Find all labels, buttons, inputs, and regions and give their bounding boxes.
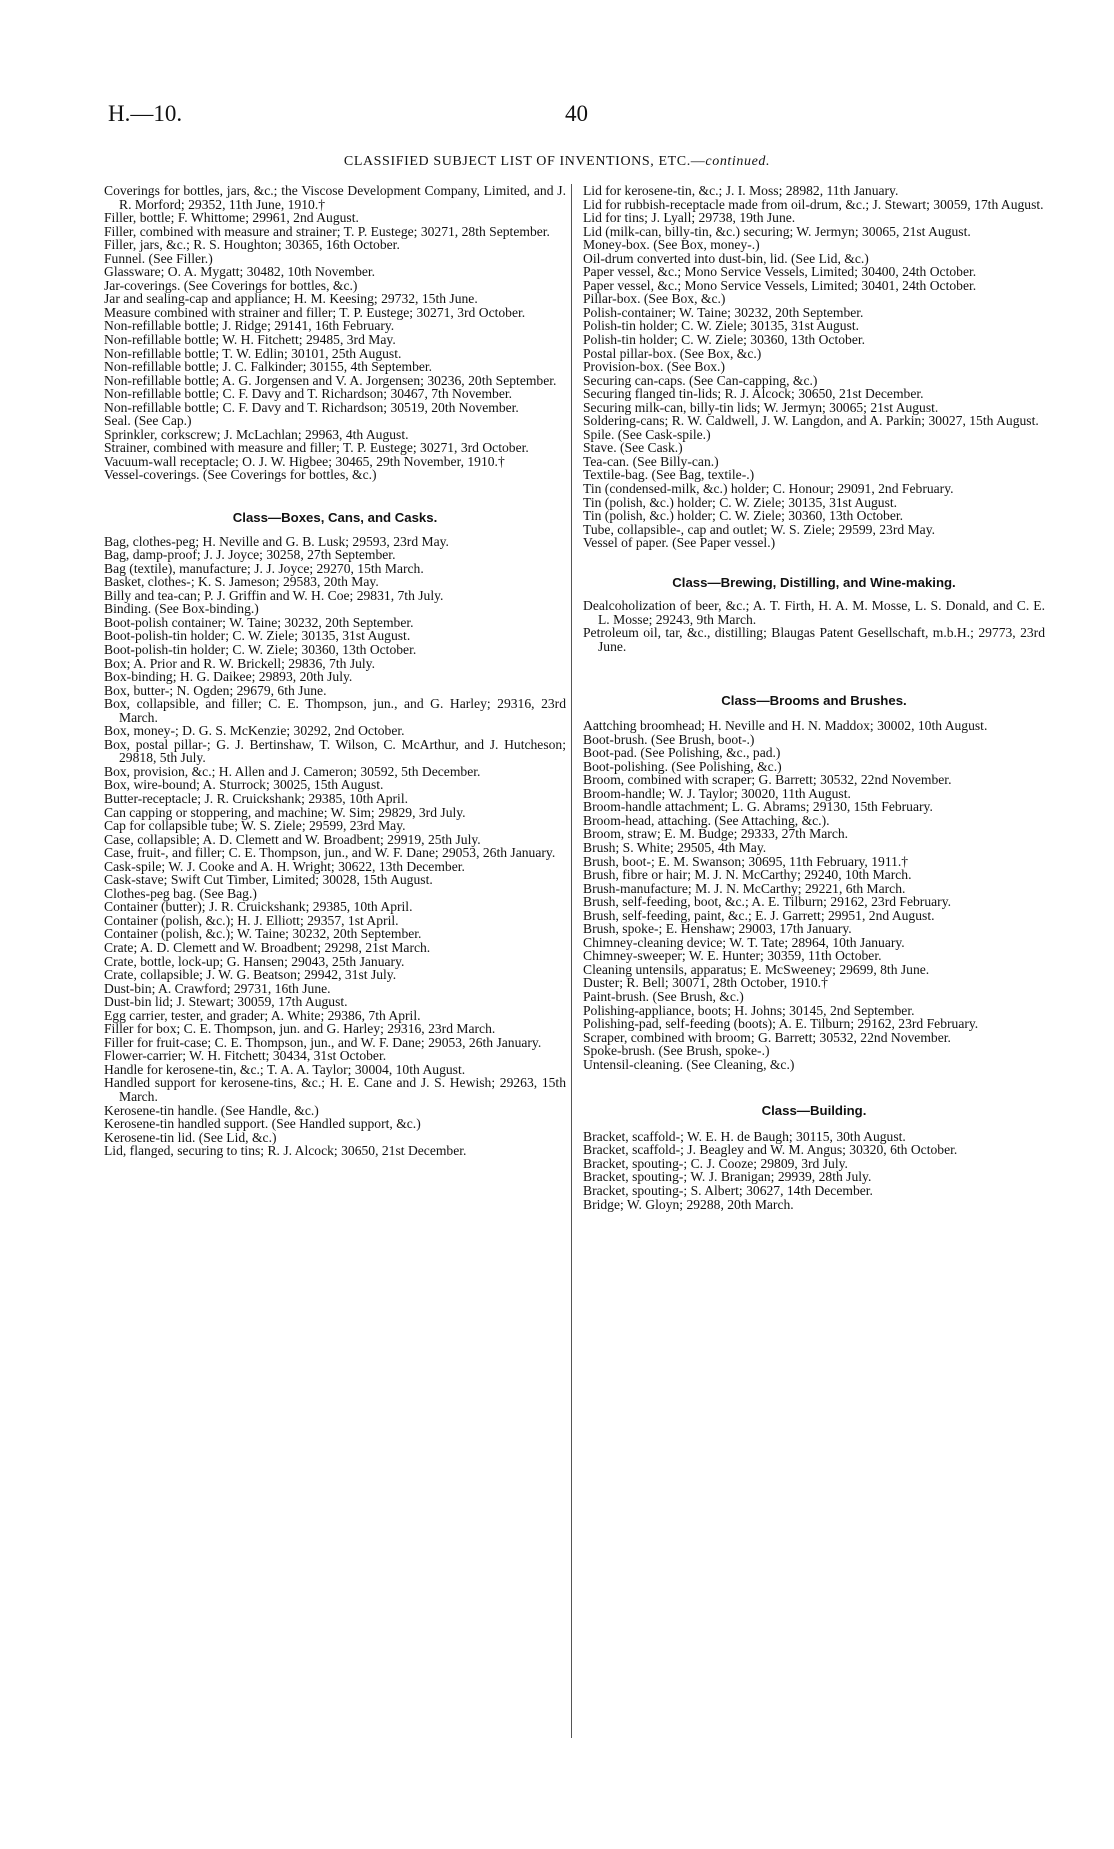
index-entry: Can capping or stoppering, and machine; W. Sim; 29829, 3rd July. <box>104 804 466 820</box>
index-entry: Brush, fibre or hair; M. J. N. McCarthy; 29240, 10th March. <box>583 867 912 883</box>
index-entry: Crate, collapsible; J. W. G. Beatson; 29942, 31st July. <box>104 967 397 983</box>
section-spacer <box>583 1071 1045 1104</box>
index-entry: Box; A. Prior and R. W. Brickell; 29836, 7th July. <box>104 655 375 671</box>
index-entry: Untensil-cleaning. (See Cleaning, &c.) <box>583 1056 795 1072</box>
index-entry: Bag (textile), manufacture; J. J. Joyce; 29270, 15th March. <box>104 560 424 576</box>
section-spacer <box>583 1118 1045 1130</box>
index-entry: Lid, flanged, securing to tins; R. J. Alcock; 30650, 21st December. <box>104 1143 467 1159</box>
index-entry: Broom, combined with scraper; G. Barrett; 30532, 22nd November. <box>583 772 952 788</box>
index-entry: Bracket, spouting-; S. Albert; 30627, 14th December. <box>583 1183 873 1198</box>
index-entry: Oil-drum converted into dust-bin, lid. (See Lid, &c.) <box>583 250 869 266</box>
index-entry: Paint-brush. (See Brush, &c.) <box>583 988 744 1004</box>
index-entry: Container (polish, &c.); W. Taine; 30232, 20th September. <box>104 926 422 942</box>
index-entry: Filler for box; C. E. Thompson, jun. and G. Harley; 29316, 23rd March. <box>104 1021 496 1037</box>
index-entry: Glassware; O. A. Mygatt; 30482, 10th November. <box>104 264 376 280</box>
index-entry: Coverings for bottles, jars, &c.; the Viscose Development Company, Limited, and J. R. Morford; 29352, 11th June, 1910.† <box>104 183 566 212</box>
index-entry: Broom-head, attaching. (See Attaching, &c.). <box>583 812 830 828</box>
index-entry: Handle for kerosene-tin, &c.; T. A. A. Taylor; 30004, 10th August. <box>104 1061 466 1077</box>
section-heading-building: Class—Building. <box>761 1103 867 1119</box>
index-entry: Securing can-caps. (See Can-capping, &c.) <box>583 372 818 388</box>
index-entry: Chimney-cleaning device; W. T. Tate; 28964, 10th January. <box>583 934 905 950</box>
index-entry: Crate; A. D. Clemett and W. Broadbent; 29298, 21st March. <box>104 939 431 955</box>
index-entry: Boot-polish-tin holder; C. W. Ziele; 30360, 13th October. <box>104 641 417 657</box>
index-entry: Boot-brush. (See Brush, boot-.) <box>583 731 755 747</box>
page-identifier: H.—10. <box>108 101 183 126</box>
index-entry: Tea-can. (See Billy-can.) <box>583 453 719 469</box>
index-entry: Brush, boot-; E. M. Swanson; 30695, 11th February, 1911.† <box>583 853 909 869</box>
index-entry: Box, collapsible, and filler; C. E. Thompson, jun., and G. Harley; 29316, 23rd March. <box>104 696 566 725</box>
index-entry: Duster; R. Bell; 30071, 28th October, 1910.† <box>583 975 828 991</box>
index-entry: Boot-polishing. (See Polishing, &c.) <box>583 758 782 774</box>
index-entry: Polishing-appliance, boots; H. Johns; 30145, 2nd September. <box>583 1002 915 1018</box>
index-entry: Brush, spoke-; E. Henshaw; 29003, 17th January. <box>583 921 852 937</box>
index-entry: Scraper, combined with broom; G. Barrett; 30532, 22nd November. <box>583 1029 951 1045</box>
index-entry: Box, wire-bound; A. Sturrock; 30025, 15th August. <box>104 777 384 793</box>
index-entry: Seal. (See Cap.) <box>104 413 192 429</box>
page-number: 40 <box>565 101 588 126</box>
index-entry: Dust-bin; A. Crawford; 29731, 16th June. <box>104 980 331 996</box>
index-entry: Basket, clothes-; K. S. Jameson; 29583, 20th May. <box>104 574 379 590</box>
section-heading-boxes: Class—Boxes, Cans, and Casks. <box>232 510 438 526</box>
index-entry: Dealcoholization of beer, &c.; A. T. Firth, H. A. M. Mosse, L. S. Donald, and C. E. L. Mosse; 29243, 9th March. <box>583 598 1045 627</box>
index-entry: Tin (polish, &c.) holder; C. W. Ziele; 30135, 31st August. <box>583 494 898 510</box>
index-entry: Non-refillable bottle; T. W. Edlin; 30101, 25th August. <box>104 345 402 361</box>
index-entry: Stave. (See Cask.) <box>583 440 683 456</box>
section-heading-brooms: Class—Brooms and Brushes. <box>721 692 907 708</box>
index-entry: Jar-coverings. (See Coverings for bottles, &c.) <box>104 277 358 293</box>
index-entry: Binding. (See Box-binding.) <box>104 601 259 617</box>
index-entry: Paper vessel, &c.; Mono Service Vessels, Limited; 30401, 24th October. <box>583 277 977 293</box>
index-entry: Tube, collapsible-, cap and outlet; W. S. Ziele; 29599, 23rd May. <box>583 521 936 537</box>
index-entry: Non-refillable bottle; A. G. Jorgensen and V. A. Jorgensen; 30236, 20th September. <box>104 372 557 388</box>
index-entry: Lid for tins; J. Lyall; 29738, 19th June. <box>583 210 796 226</box>
section-spacer <box>583 654 1045 694</box>
index-entry: Paper vessel, &c.; Mono Service Vessels, Limited; 30400, 24th October. <box>583 264 977 280</box>
index-entry: Box, postal pillar-; G. J. Bertinshaw, T. Wilson, C. McArthur, and J. Hutcheson; 29818, 5th July. <box>104 736 566 766</box>
index-entry: Butter-receptacle; J. R. Cruickshank; 29385, 10th April. <box>104 790 409 806</box>
index-entry: Box, provision, &c.; H. Allen and J. Cameron; 30592, 5th December. <box>104 763 481 779</box>
index-entry: Box, butter-; N. Ogden; 29679, 6th June. <box>104 682 327 698</box>
running-title-continued: continued. <box>705 154 771 169</box>
intro-entry-list <box>104 184 566 482</box>
index-entry: Money-box. (See Box, money-.) <box>583 237 760 253</box>
index-entry: Polish-container; W. Taine; 30232, 20th September. <box>583 304 864 320</box>
brooms-entry-list <box>583 719 1045 1071</box>
index-entry: Dust-bin lid; J. Stewart; 30059, 17th August. <box>104 994 348 1010</box>
section-heading-brewing: Class—Brewing, Distilling, and Wine-making. <box>672 574 956 590</box>
index-entry: Flower-carrier; W. H. Fitchett; 30434, 31st October. <box>104 1048 387 1064</box>
index-entry: Cleaning untensils, apparatus; E. McSweeney; 29699, 8th June. <box>583 961 930 977</box>
index-entry: Filler, combined with measure and strainer; T. P. Eustege; 30271, 28th September. <box>104 223 550 239</box>
brewing-entry-list <box>583 599 1045 653</box>
index-entry: Bracket, scaffold-; W. E. H. de Baugh; 30115, 30th August. <box>583 1128 906 1144</box>
index-entry: Securing flanged tin-lids; R. J. Alcock; 30650, 21st December. <box>583 386 924 402</box>
index-entry: Bag, clothes-peg; H. Neville and G. B. Lusk; 29593, 23rd May. <box>104 533 449 549</box>
index-entry: Filler for fruit-case; C. E. Thompson, jun., and W. F. Dane; 29053, 26th January. <box>104 1034 542 1050</box>
running-title-text: CLASSIFIED SUBJECT LIST OF INVENTIONS, ETC.— <box>343 154 706 169</box>
index-entry: Chimney-sweeper; W. E. Hunter; 30359, 11th October. <box>583 948 882 964</box>
building-entry-list <box>583 1130 1045 1211</box>
index-entry: Container (polish, &c.); H. J. Elliott; 29357, 1st April. <box>104 912 399 928</box>
right-column <box>583 184 1045 1211</box>
index-entry: Filler, bottle; F. Whittome; 29961, 2nd August. <box>104 210 359 226</box>
index-entry: Clothes-peg bag. (See Bag.) <box>104 885 257 901</box>
index-entry: Broom, straw; E. M. Budge; 29333, 27th March. <box>583 826 849 842</box>
index-entry: Aattching broomhead; H. Neville and H. N. Maddox; 30002, 10th August. <box>583 718 988 734</box>
index-entry: Kerosene-tin handle. (See Handle, &c.) <box>104 1102 319 1118</box>
index-entry: Brush; S. White; 29505, 4th May. <box>583 839 767 855</box>
index-entry: Case, collapsible; A. D. Clemett and W. Broadbent; 29919, 25th July. <box>104 831 481 847</box>
index-entry: Bracket, spouting-; W. J. Branigan; 29939, 28th July. <box>583 1169 872 1185</box>
index-entry: Bracket, spouting-; C. J. Cooze; 29809, 3rd July. <box>583 1155 848 1171</box>
index-entry: Pillar-box. (See Box, &c.) <box>583 291 726 307</box>
index-entry: Cap for collapsible tube; W. S. Ziele; 29599, 23rd May. <box>104 818 406 834</box>
index-entry: Brush-manufacture; M. J. N. McCarthy; 29221, 6th March. <box>583 880 906 896</box>
index-entry: Vessel of paper. (See Paper vessel.) <box>583 535 776 551</box>
index-entry: Spoke-brush. (See Brush, spoke-.) <box>583 1043 770 1059</box>
index-entry: Textile-bag. (See Bag, textile-.) <box>583 467 755 483</box>
index-entry: Non-refillable bottle; J. C. Falkinder; 30155, 4th September. <box>104 359 433 375</box>
index-entry: Vessel-coverings. (See Coverings for bottles, &c.) <box>104 467 377 483</box>
index-entry: Polish-tin holder; C. W. Ziele; 30360, 13th October. <box>583 332 866 348</box>
intro-entry-list <box>583 184 1045 550</box>
index-entry: Tin (condensed-milk, &c.) holder; C. Honour; 29091, 2nd February. <box>583 481 954 497</box>
index-entry: Non-refillable bottle; J. Ridge; 29141, 16th February. <box>104 318 395 334</box>
index-entry: Case, fruit-, and filler; C. E. Thompson, jun., and W. F. Dane; 29053, 26th January. <box>104 845 556 861</box>
index-entry: Handled support for kerosene-tins, &c.; H. E. Cane and J. S. Hewish; 29263, 15th March. <box>104 1075 566 1104</box>
boxes-entry-list <box>104 535 566 1158</box>
column-divider <box>571 184 572 1738</box>
index-entry: Sprinkler, corkscrew; J. McLachlan; 29963, 4th August. <box>104 426 409 442</box>
index-entry: Broom-handle; W. J. Taylor; 30020, 11th August. <box>583 785 851 801</box>
index-entry: Brush, self-feeding, paint, &c.; E. J. Garrett; 29951, 2nd August. <box>583 907 935 923</box>
index-entry: Provision-box. (See Box.) <box>583 359 725 375</box>
index-entry: Cask-spile; W. J. Cooke and A. H. Wright; 30622, 13th December. <box>104 858 465 874</box>
index-entry: Soldering-cans; R. W. Caldwell, J. W. Langdon, and A. Parkin; 30027, 15th August. <box>583 413 1039 429</box>
index-entry: Boot-pad. (See Polishing, &c., pad.) <box>583 745 781 761</box>
index-entry: Lid for kerosene-tin, &c.; J. I. Moss; 28982, 11th January. <box>583 183 899 198</box>
index-entry: Non-refillable bottle; W. H. Fitchett; 29485, 3rd May. <box>104 332 396 348</box>
index-entry: Postal pillar-box. (See Box, &c.) <box>583 345 762 361</box>
index-entry: Boot-polish container; W. Taine; 30232, 20th September. <box>104 614 414 630</box>
section-spacer <box>583 550 1045 576</box>
index-entry: Bridge; W. Gloyn; 29288, 20th March. <box>583 1196 794 1212</box>
index-entry: Crate, bottle, lock-up; G. Hansen; 29043, 25th January. <box>104 953 405 969</box>
left-column <box>104 184 566 1158</box>
section-spacer <box>104 482 566 511</box>
index-entry: Kerosene-tin lid. (See Lid, &c.) <box>104 1129 277 1145</box>
index-entry: Funnel. (See Filler.) <box>104 250 213 266</box>
index-entry: Non-refillable bottle; C. F. Davy and T. Richardson; 30519, 20th November. <box>104 399 519 415</box>
running-title <box>0 154 1114 170</box>
index-entry: Box, money-; D. G. S. McKenzie; 30292, 2nd October. <box>104 723 405 739</box>
index-entry: Billy and tea-can; P. J. Griffin and W. H. Coe; 29831, 7th July. <box>104 587 444 603</box>
index-entry: Bag, damp-proof; J. J. Joyce; 30258, 27th September. <box>104 547 396 563</box>
index-entry: Filler, jars, &c.; R. S. Houghton; 30365, 16th October. <box>104 237 400 253</box>
index-entry: Strainer, combined with measure and filler; T. P. Eustege; 30271, 3rd October. <box>104 440 529 456</box>
index-entry: Box-binding; H. G. Daikee; 29893, 20th July. <box>104 669 353 685</box>
index-entry: Boot-polish-tin holder; C. W. Ziele; 30135, 31st August. <box>104 628 411 644</box>
index-entry: Kerosene-tin handled support. (See Handled support, &c.) <box>104 1116 421 1132</box>
index-entry: Polishing-pad, self-feeding (boots); A. E. Tilburn; 29162, 23rd February. <box>583 1016 979 1032</box>
index-entry: Lid for rubbish-receptacle made from oil-drum, &c.; J. Stewart; 30059, 17th August. <box>583 196 1044 212</box>
index-entry: Measure combined with strainer and filler; T. P. Eustege; 30271, 3rd October. <box>104 304 526 320</box>
index-entry: Cask-stave; Swift Cut Timber, Limited; 30028, 15th August. <box>104 872 433 888</box>
index-entry: Brush, self-feeding, boot, &c.; A. E. Tilburn; 29162, 23rd February. <box>583 894 952 910</box>
index-entry: Lid (milk-can, billy-tin, &c.) securing; W. Jermyn; 30065, 21st August. <box>583 223 971 239</box>
index-entry: Non-refillable bottle; C. F. Davy and T. Richardson; 30467, 7th November. <box>104 386 513 402</box>
index-entry: Securing milk-can, billy-tin lids; W. Jermyn; 30065; 21st August. <box>583 399 939 415</box>
index-entry: Bracket, scaffold-; J. Beagley and W. M. Angus; 30320, 6th October. <box>583 1142 958 1158</box>
index-entry: Polish-tin holder; C. W. Ziele; 30135, 31st August. <box>583 318 860 334</box>
index-entry: Container (butter); J. R. Cruickshank; 29385, 10th April. <box>104 899 413 915</box>
index-entry: Vacuum-wall receptacle; O. J. W. Higbee; 30465, 29th November, 1910.† <box>104 453 505 469</box>
index-entry: Tin (polish, &c.) holder; C. W. Ziele; 30360, 13th October. <box>583 508 904 524</box>
index-entry: Spile. (See Cask-spile.) <box>583 426 711 442</box>
index-entry: Egg carrier, tester, and grader; A. White; 29386, 7th April. <box>104 1007 421 1023</box>
index-entry: Broom-handle attachment; L. G. Abrams; 29130, 15th February. <box>583 799 933 815</box>
index-entry: Petroleum oil, tar, &c., distilling; Blaugas Patent Gesellschaft, m.b.H.; 29773, 23rd June. <box>583 625 1045 654</box>
index-entry: Jar and sealing-cap and appliance; H. M. Keesing; 29732, 15th June. <box>104 291 478 307</box>
